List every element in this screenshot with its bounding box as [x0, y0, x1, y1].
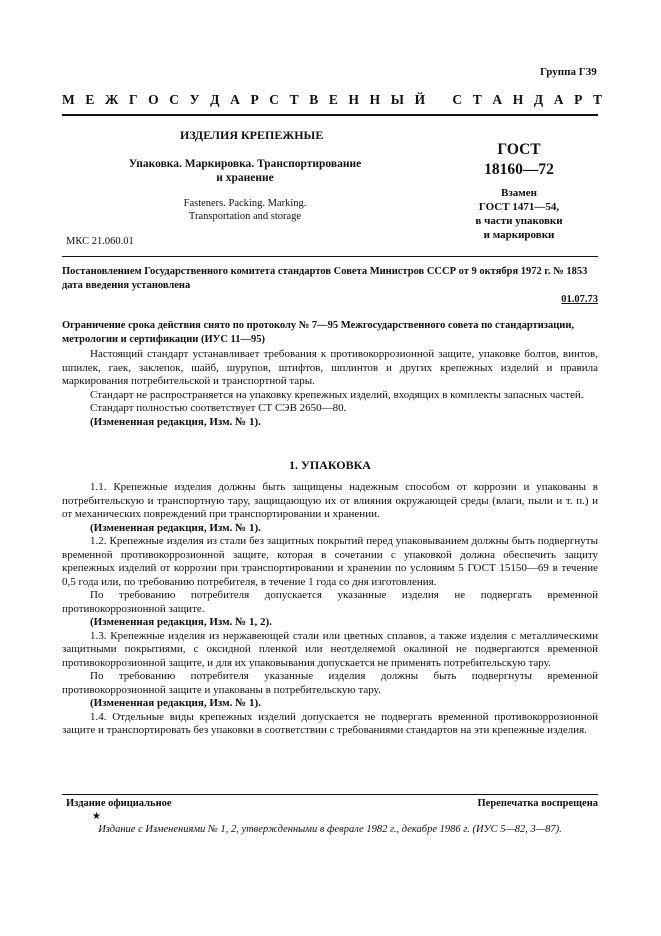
clause-1-3: 1.3. Крепежные изделия из нержавеющей стали или цветных сплавов, а также изделия с металлическими защитными покрытиями, с оксидной пленкой или неотделяемой окалиной не подвергаются временной противокоррозионной защите, и для их упаковывания допускается не применять потребительскую тару. — [62, 629, 598, 669]
intro-section — [62, 348, 598, 429]
replaces-block — [450, 186, 588, 242]
banner-left-letter: Р — [250, 92, 259, 107]
banner-right-letter: Н — [512, 92, 524, 107]
clause-1-1: 1.1. Крепежные изделия должны быть защищены надежным способом от коррозии и упакованы в потребительскую и транспортную тару, защищающую их от влияния окружающей среды (влаги, пыли и т. п.) и от механических повреждений при транспортировании и хранении. — [62, 481, 598, 520]
amendment-note: (Измененная редакция, Изм. № 1). — [90, 521, 261, 534]
title-rule — [62, 256, 598, 257]
banner-right-letter: А — [492, 92, 503, 107]
banner-right-letter: Т — [592, 92, 602, 107]
gost-label: ГОСТ — [497, 141, 541, 158]
banner-right-letter: Р — [574, 92, 583, 107]
mks-code: МКС 21.060.01 — [66, 236, 134, 247]
banner-right-letter: Т — [472, 92, 482, 107]
banner-right-letter: С — [452, 92, 463, 107]
replaces-line-2: ГОСТ 1471—54, — [478, 201, 560, 213]
banner-left-letter: В — [309, 92, 319, 107]
subtitle-line-1: Упаковка. Маркировка. Транспортирование — [128, 158, 362, 170]
replaces-line-1: Взамен — [501, 187, 537, 199]
banner-gap — [436, 92, 442, 108]
banner-left-letter: С — [169, 92, 180, 107]
section-heading: 1. УПАКОВКА — [289, 458, 371, 472]
amendment-note: (Измененная редакция, Изм. № 1). — [90, 697, 261, 709]
banner-left-letter: Г — [128, 92, 138, 107]
banner-left-letter: Н — [369, 92, 381, 107]
star-icon: ★ — [92, 811, 101, 822]
intro-paragraph: Стандарт не распространяется на упаковку крепежных изделий, входящих в комплекты запасных частей. — [90, 388, 584, 401]
intro-paragraph: Настоящий стандарт устанавливает требования к противокоррозионной защите, упаковке болтов, винтов, шпилек, гаек, заклепок, шайб, шурупов, штифтов, шплинтов и других крепежных изделий и правила маркирования потребительской и транспортной тары. — [62, 348, 598, 387]
limit-text: Ограничение срока действия снято по протоколу № 7—95 Межгосударственного совета по стандартизации, метрологии и сертификации (ИУС 11—95) — [62, 320, 575, 345]
clause-1-3-note: По требованию потребителя указанные изделия должны быть подвергнуты временной противокоррозионной защите и упакованы в потребительскую тару. — [62, 670, 598, 696]
banner-left-letter: Е — [328, 92, 338, 107]
clause-1-4: 1.4. Отдельные виды крепежных изделий допускается не подвергать временной противокоррозионной защите и транспортировать без упаковки в соответствии с требованиями стандартов на эти крепежные изделия. — [62, 710, 598, 736]
banner-left-letter: Ж — [104, 92, 119, 107]
english-title-line-2: Transportation and storage — [188, 211, 302, 222]
document-title: ИЗДЕЛИЯ КРЕПЕЖНЫЕ — [180, 128, 324, 142]
footer-rule — [62, 794, 598, 795]
standard-banner — [62, 92, 602, 108]
banner-right-letter: Д — [533, 92, 544, 107]
clause-1-2: 1.2. Крепежные изделия из стали без защитных покрытий перед упаковыванием должны быть подвергнуты временной противокоррозионной защите, которая в сочетании с упаковкой должна обеспечить защиту крепежных изделий от коррозии при транспортировании и хранении по условиям 5 ГОСТ 15150—69 в течение 0,5 года или, по требованию потребителя, в течение 1 года со дня изготовления. — [62, 535, 598, 588]
amendment-note: (Измененная редакция, Изм. № 1, 2). — [90, 616, 272, 628]
banner-left-letter: А — [230, 92, 240, 107]
decree-text: Постановлением Государственного комитета стандартов Совета Министров СССР от 9 октября 1972 г. № 1853 дата введения установлена — [62, 266, 588, 291]
group-code: Группа Г39 — [540, 66, 597, 78]
reprint-prohibited: Перепечатка воспрещена — [477, 798, 598, 809]
header-rule — [62, 114, 598, 116]
subtitle-line-2: и хранение — [216, 172, 274, 184]
banner-left-letter: У — [189, 92, 200, 107]
banner-left-letter: Ы — [390, 92, 405, 107]
english-title — [150, 197, 340, 223]
edition-note: Издание с Изменениями № 1, 2, утвержденными в феврале 1982 г., декабре 1986 г. (ИУС 5—82, 3—87). — [98, 824, 562, 835]
banner-right-letter: А — [553, 92, 564, 107]
banner-left-letter: Д — [210, 92, 220, 107]
english-title-line-1: Fasteners. Packing. Marking. — [183, 198, 307, 209]
replaces-line-3: в части упаковки — [475, 215, 563, 227]
effective-date: 01.07.73 — [561, 294, 598, 305]
packing-section — [62, 481, 598, 738]
banner-left-letter: С — [269, 92, 280, 107]
replaces-line-4: и маркировки — [483, 229, 555, 241]
banner-left-letter: Й — [414, 92, 426, 107]
gost-code: 18160—72 — [484, 161, 554, 178]
banner-left-letter: Н — [348, 92, 360, 107]
clause-1-2-note: По требованию потребителя допускается указанные изделия не подвергать временной противокоррозионной защите. — [62, 589, 598, 615]
banner-left-letter: М — [62, 92, 75, 107]
amendment-note: (Измененная редакция, Изм. № 1). — [90, 415, 261, 428]
document-subtitle — [124, 157, 366, 185]
gost-number — [466, 140, 572, 180]
intro-paragraph: Стандарт полностью соответствует СТ СЭВ 2650—80. — [90, 402, 347, 414]
banner-left-letter: Т — [289, 92, 299, 107]
banner-left-letter: Е — [85, 92, 95, 107]
official-edition: Издание официальное — [66, 798, 172, 809]
banner-left-letter: О — [148, 92, 159, 107]
